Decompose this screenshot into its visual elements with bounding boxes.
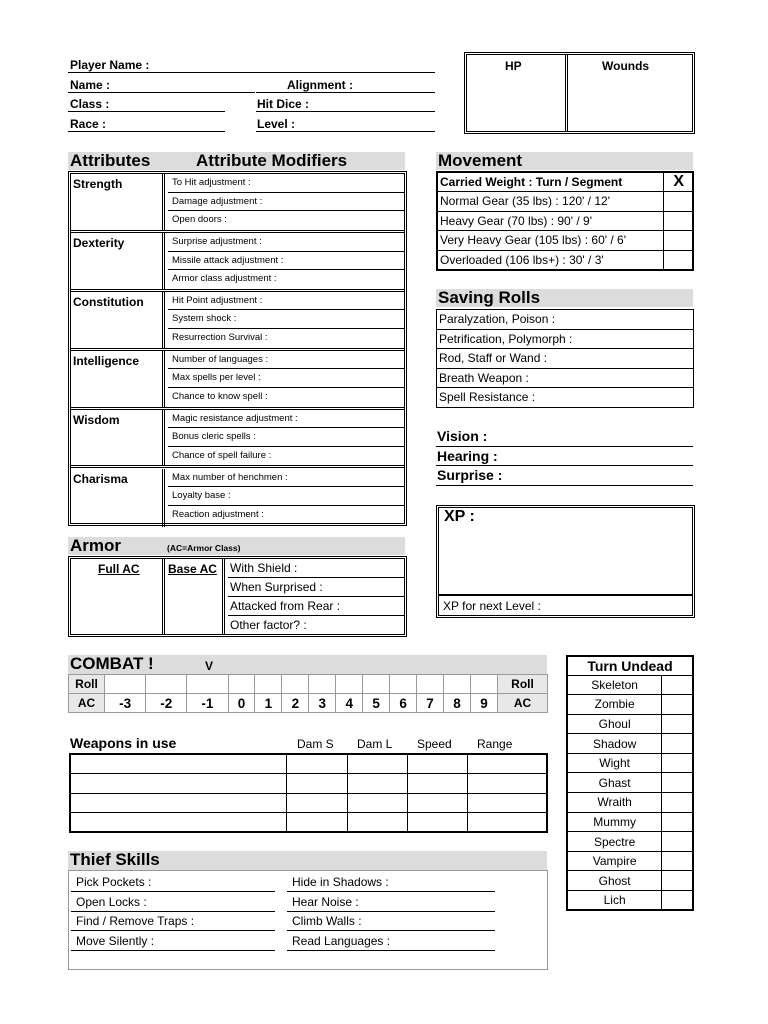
attribute-modifier-row[interactable]: System shock :	[168, 310, 404, 329]
weapons-col-dam-l: Dam L	[357, 737, 393, 751]
attribute-name[interactable]: Dexterity	[71, 233, 165, 289]
combat-roll-cell[interactable]	[187, 675, 228, 694]
undead-value[interactable]	[662, 871, 693, 891]
attribute-name[interactable]: Constitution	[71, 292, 165, 348]
weapon-cell[interactable]	[468, 754, 547, 774]
base-ac-label: Base AC	[168, 562, 217, 576]
weapon-cell[interactable]	[70, 813, 287, 833]
combat-roll-cell[interactable]	[470, 675, 497, 694]
combat-ac-label: AC	[498, 694, 548, 713]
undead-type: Skeleton	[567, 675, 662, 695]
combat-ac-value: 6	[390, 694, 417, 713]
combat-ac-value: 8	[444, 694, 471, 713]
attribute-modifier-row[interactable]: Loyalty base :	[168, 487, 404, 506]
undead-type: Zombie	[567, 695, 662, 715]
movement-row: Very Heavy Gear (105 lbs) : 60' / 6'	[437, 231, 663, 251]
thief-skill-row[interactable]: Move Silently :	[71, 932, 275, 951]
weapon-row	[70, 754, 547, 774]
turn-undead-row	[567, 832, 693, 852]
weapon-cell[interactable]	[347, 793, 407, 813]
turn-undead-row	[567, 793, 693, 813]
armor-title: Armor	[70, 536, 122, 555]
movement-table	[436, 171, 694, 271]
saving-rolls-table	[436, 309, 694, 408]
combat-roll-cell[interactable]	[105, 675, 146, 694]
level-label: Level :	[257, 117, 296, 131]
attribute-modifier-row[interactable]: Surprise adjustment :	[168, 233, 404, 252]
player-name-field[interactable]	[68, 72, 435, 73]
undead-type: Wraith	[567, 793, 662, 813]
surprise-field[interactable]	[436, 485, 693, 486]
combat-ac-value: 7	[417, 694, 444, 713]
combat-roll-cell[interactable]	[228, 675, 255, 694]
level-field[interactable]	[256, 131, 435, 132]
race-label: Race :	[70, 117, 107, 131]
weapon-row	[70, 793, 547, 813]
armor-row[interactable]: Other factor? :	[230, 618, 307, 632]
surprise-label: Surprise :	[437, 467, 503, 483]
undead-type: Lich	[567, 891, 662, 911]
attribute-modifier-row[interactable]: Damage adjustment :	[168, 193, 404, 212]
hp-label: HP	[505, 59, 522, 73]
attribute-group	[71, 351, 404, 410]
weapon-cell[interactable]	[407, 774, 467, 794]
attribute-modifiers-title: Attribute Modifiers	[196, 151, 348, 170]
attribute-modifier-row[interactable]: Reaction adjustment :	[172, 508, 264, 520]
combat-roll-label: Roll	[69, 675, 105, 694]
hit-dice-field[interactable]	[256, 111, 435, 112]
weapon-cell[interactable]	[407, 793, 467, 813]
attribute-modifier-row[interactable]: Open doors :	[172, 214, 227, 226]
saving-roll-row[interactable]: Paralyzation, Poison :	[437, 310, 694, 330]
undead-type: Ghast	[567, 773, 662, 793]
combat-roll-cell[interactable]	[336, 675, 363, 694]
undead-type: Spectre	[567, 832, 662, 852]
attribute-group	[71, 174, 404, 233]
attribute-name[interactable]: Wisdom	[71, 410, 165, 466]
turn-undead-row	[567, 714, 693, 734]
combat-ac-value: 3	[309, 694, 336, 713]
movement-title: Movement	[438, 151, 523, 170]
thief-skill-row[interactable]: Find / Remove Traps :	[71, 912, 275, 931]
undead-type: Ghoul	[567, 714, 662, 734]
turn-undead-row	[567, 695, 693, 715]
undead-type: Shadow	[567, 734, 662, 754]
combat-roll-cell[interactable]	[146, 675, 187, 694]
class-field[interactable]	[68, 111, 225, 112]
attribute-modifier-row[interactable]: Number of languages :	[168, 351, 404, 370]
thief-skill-row[interactable]: Open Locks :	[71, 893, 275, 912]
turn-undead-title: Turn Undead	[567, 656, 693, 675]
undead-value[interactable]	[662, 773, 693, 793]
weapon-cell[interactable]	[347, 754, 407, 774]
weapon-cell[interactable]	[468, 813, 547, 833]
attributes-title: Attributes	[70, 151, 151, 170]
combat-title: COMBAT !	[70, 654, 154, 673]
weapon-cell[interactable]	[468, 793, 547, 813]
weapon-row	[70, 774, 547, 794]
combat-roll-cell[interactable]	[309, 675, 336, 694]
movement-check[interactable]	[663, 192, 693, 212]
alignment-label: Alignment :	[287, 78, 353, 92]
saving-roll-row[interactable]: Rod, Staff or Wand :	[437, 349, 694, 369]
base-ac-cell[interactable]	[165, 559, 225, 634]
attribute-modifier-row[interactable]: Resurrection Survival :	[172, 332, 268, 344]
combat-roll-cell[interactable]	[282, 675, 309, 694]
xp-next-row	[439, 594, 692, 615]
full-ac-label: Full AC	[98, 562, 140, 576]
weapons-col-range: Range	[477, 737, 513, 751]
attribute-modifier-row[interactable]: Armor class adjustment :	[172, 273, 277, 285]
turn-undead-row	[567, 753, 693, 773]
combat-ac-value: 0	[228, 694, 255, 713]
undead-type: Mummy	[567, 812, 662, 832]
combat-ac-value: 9	[470, 694, 497, 713]
attribute-name[interactable]: Intelligence	[71, 351, 165, 407]
xp-field[interactable]	[439, 526, 692, 592]
combat-roll-cell[interactable]	[390, 675, 417, 694]
attributes-table	[68, 171, 407, 526]
combat-ac-label: AC	[69, 694, 105, 713]
weapons-table	[69, 753, 548, 833]
hp-divider	[565, 55, 568, 131]
weapons-col-speed: Speed	[417, 737, 452, 751]
wounds-label: Wounds	[602, 59, 650, 73]
xp-next-label: XP for next Level :	[443, 599, 541, 613]
armor-row[interactable]: When Surprised :	[228, 578, 404, 597]
attribute-modifier-row[interactable]: Chance to know spell :	[172, 390, 268, 402]
full-ac-cell[interactable]	[71, 559, 165, 634]
combat-ac-value: 1	[255, 694, 282, 713]
movement-head-label: Carried Weight : Turn / Segment	[437, 172, 663, 192]
attribute-modifier-row[interactable]: Max number of henchmen :	[168, 469, 404, 488]
attribute-group	[71, 233, 404, 292]
undead-value[interactable]	[662, 851, 693, 871]
armor-row[interactable]: Attacked from Rear :	[228, 597, 404, 616]
weapon-cell[interactable]	[347, 813, 407, 833]
attribute-name[interactable]: Charisma	[71, 469, 165, 528]
attribute-group	[71, 292, 404, 351]
undead-type: Wight	[567, 753, 662, 773]
weapon-cell[interactable]	[287, 813, 347, 833]
attribute-modifier-row[interactable]: Chance of spell failure :	[172, 449, 272, 461]
movement-check[interactable]	[663, 211, 693, 231]
undead-value[interactable]	[662, 695, 693, 715]
thief-skill-row[interactable]: Read Languages :	[287, 932, 495, 951]
attribute-name[interactable]: Strength	[71, 174, 165, 230]
attributes-header	[68, 152, 405, 170]
weapon-cell[interactable]	[287, 754, 347, 774]
weapon-cell[interactable]	[287, 793, 347, 813]
combat-roll-label: Roll	[498, 675, 548, 694]
weapon-cell[interactable]	[407, 813, 467, 833]
turn-undead-row	[567, 812, 693, 832]
weapon-cell[interactable]	[70, 774, 287, 794]
undead-value[interactable]	[662, 832, 693, 852]
alignment-field[interactable]	[256, 92, 435, 93]
movement-row: Heavy Gear (70 lbs) : 90' / 9'	[437, 211, 663, 231]
undead-value[interactable]	[662, 675, 693, 695]
saving-rolls-header	[436, 289, 693, 307]
combat-ac-value: 4	[336, 694, 363, 713]
saving-roll-row[interactable]: Petrification, Polymorph :	[437, 329, 694, 349]
race-field[interactable]	[68, 131, 225, 132]
movement-header	[436, 152, 693, 170]
saving-roll-row[interactable]: Breath Weapon :	[437, 368, 694, 388]
undead-value[interactable]	[662, 753, 693, 773]
hearing-field[interactable]	[436, 465, 693, 466]
weapon-cell[interactable]	[287, 774, 347, 794]
combat-matrix	[68, 674, 548, 713]
undead-value[interactable]	[662, 734, 693, 754]
movement-row: Overloaded (106 lbs+) : 30' / 3'	[437, 250, 663, 270]
thief-skill-row[interactable]: Hear Noise :	[287, 893, 495, 912]
hit-dice-label: Hit Dice :	[257, 97, 310, 111]
thief-skills-header	[68, 851, 547, 870]
armor-subtitle: (AC=Armor Class)	[167, 543, 241, 553]
vision-label: Vision :	[437, 428, 488, 444]
attribute-modifier-row[interactable]: Max spells per level :	[168, 369, 404, 388]
weapon-cell[interactable]	[468, 774, 547, 794]
name-label: Name :	[70, 78, 111, 92]
hp-wounds-box	[464, 52, 695, 134]
undead-value[interactable]	[662, 793, 693, 813]
armor-table	[68, 556, 407, 637]
undead-value[interactable]	[662, 714, 693, 734]
weapons-col-dam-s: Dam S	[297, 737, 334, 751]
vision-field[interactable]	[436, 446, 693, 447]
undead-type: Vampire	[567, 851, 662, 871]
weapon-cell[interactable]	[70, 793, 287, 813]
attribute-modifier-row[interactable]: Magic resistance adjustment :	[168, 410, 404, 429]
class-label: Class :	[70, 97, 110, 111]
thief-skills-title: Thief Skills	[70, 850, 160, 869]
turn-undead-row	[567, 675, 693, 695]
turn-undead-row	[567, 734, 693, 754]
combat-roll-cell[interactable]	[255, 675, 282, 694]
weapon-cell[interactable]	[347, 774, 407, 794]
weapons-title: Weapons in use	[70, 735, 177, 751]
saving-roll-row[interactable]: Spell Resistance :	[437, 388, 694, 408]
attribute-modifier-row[interactable]: Hit Point adjustment :	[168, 292, 404, 311]
thief-skills-box	[68, 870, 548, 970]
player-name-label: Player Name :	[70, 58, 150, 72]
weapon-row	[70, 813, 547, 833]
undead-type: Ghost	[567, 871, 662, 891]
combat-roll-cell[interactable]	[417, 675, 444, 694]
wounds-field[interactable]	[571, 75, 691, 131]
undead-value[interactable]	[662, 812, 693, 832]
hp-field[interactable]	[467, 75, 562, 131]
combat-ac-value: 2	[282, 694, 309, 713]
combat-roll-cell[interactable]	[363, 675, 390, 694]
turn-undead-row	[567, 851, 693, 871]
attribute-group	[71, 469, 404, 528]
weapon-cell[interactable]	[407, 754, 467, 774]
hearing-label: Hearing :	[437, 448, 498, 464]
armor-header	[68, 537, 405, 555]
combat-ac-value: -1	[187, 694, 228, 713]
turn-undead-table	[566, 655, 694, 911]
thief-skill-row[interactable]: Hide in Shadows :	[287, 873, 495, 892]
combat-ac-value: 5	[363, 694, 390, 713]
xp-label: XP :	[444, 508, 475, 525]
turn-undead-row	[567, 773, 693, 793]
attribute-modifier-row[interactable]: Bonus cleric spells :	[168, 428, 404, 447]
combat-header	[68, 655, 547, 674]
weapon-cell[interactable]	[70, 754, 287, 774]
attribute-modifier-row[interactable]: Missile attack adjustment :	[168, 252, 404, 271]
attribute-group	[71, 410, 404, 469]
attribute-modifier-row[interactable]: To Hit adjustment :	[168, 174, 404, 193]
armor-row[interactable]: With Shield :	[228, 559, 404, 578]
combat-ac-value: -2	[146, 694, 187, 713]
undead-value[interactable]	[662, 891, 693, 911]
movement-x-marker: X	[663, 172, 693, 192]
combat-roll-cell[interactable]	[444, 675, 471, 694]
combat-v-label: V	[205, 659, 214, 673]
thief-skill-row[interactable]: Pick Pockets :	[71, 873, 275, 892]
saving-rolls-title: Saving Rolls	[438, 288, 541, 307]
name-field[interactable]	[68, 92, 255, 93]
turn-undead-row	[567, 871, 693, 891]
movement-check[interactable]	[663, 231, 693, 251]
thief-skill-row[interactable]: Climb Walls :	[287, 912, 495, 931]
combat-ac-value: -3	[105, 694, 146, 713]
movement-check[interactable]	[663, 250, 693, 270]
xp-box	[436, 505, 695, 618]
movement-row: Normal Gear (35 lbs) : 120' / 12'	[437, 192, 663, 212]
turn-undead-row	[567, 891, 693, 911]
